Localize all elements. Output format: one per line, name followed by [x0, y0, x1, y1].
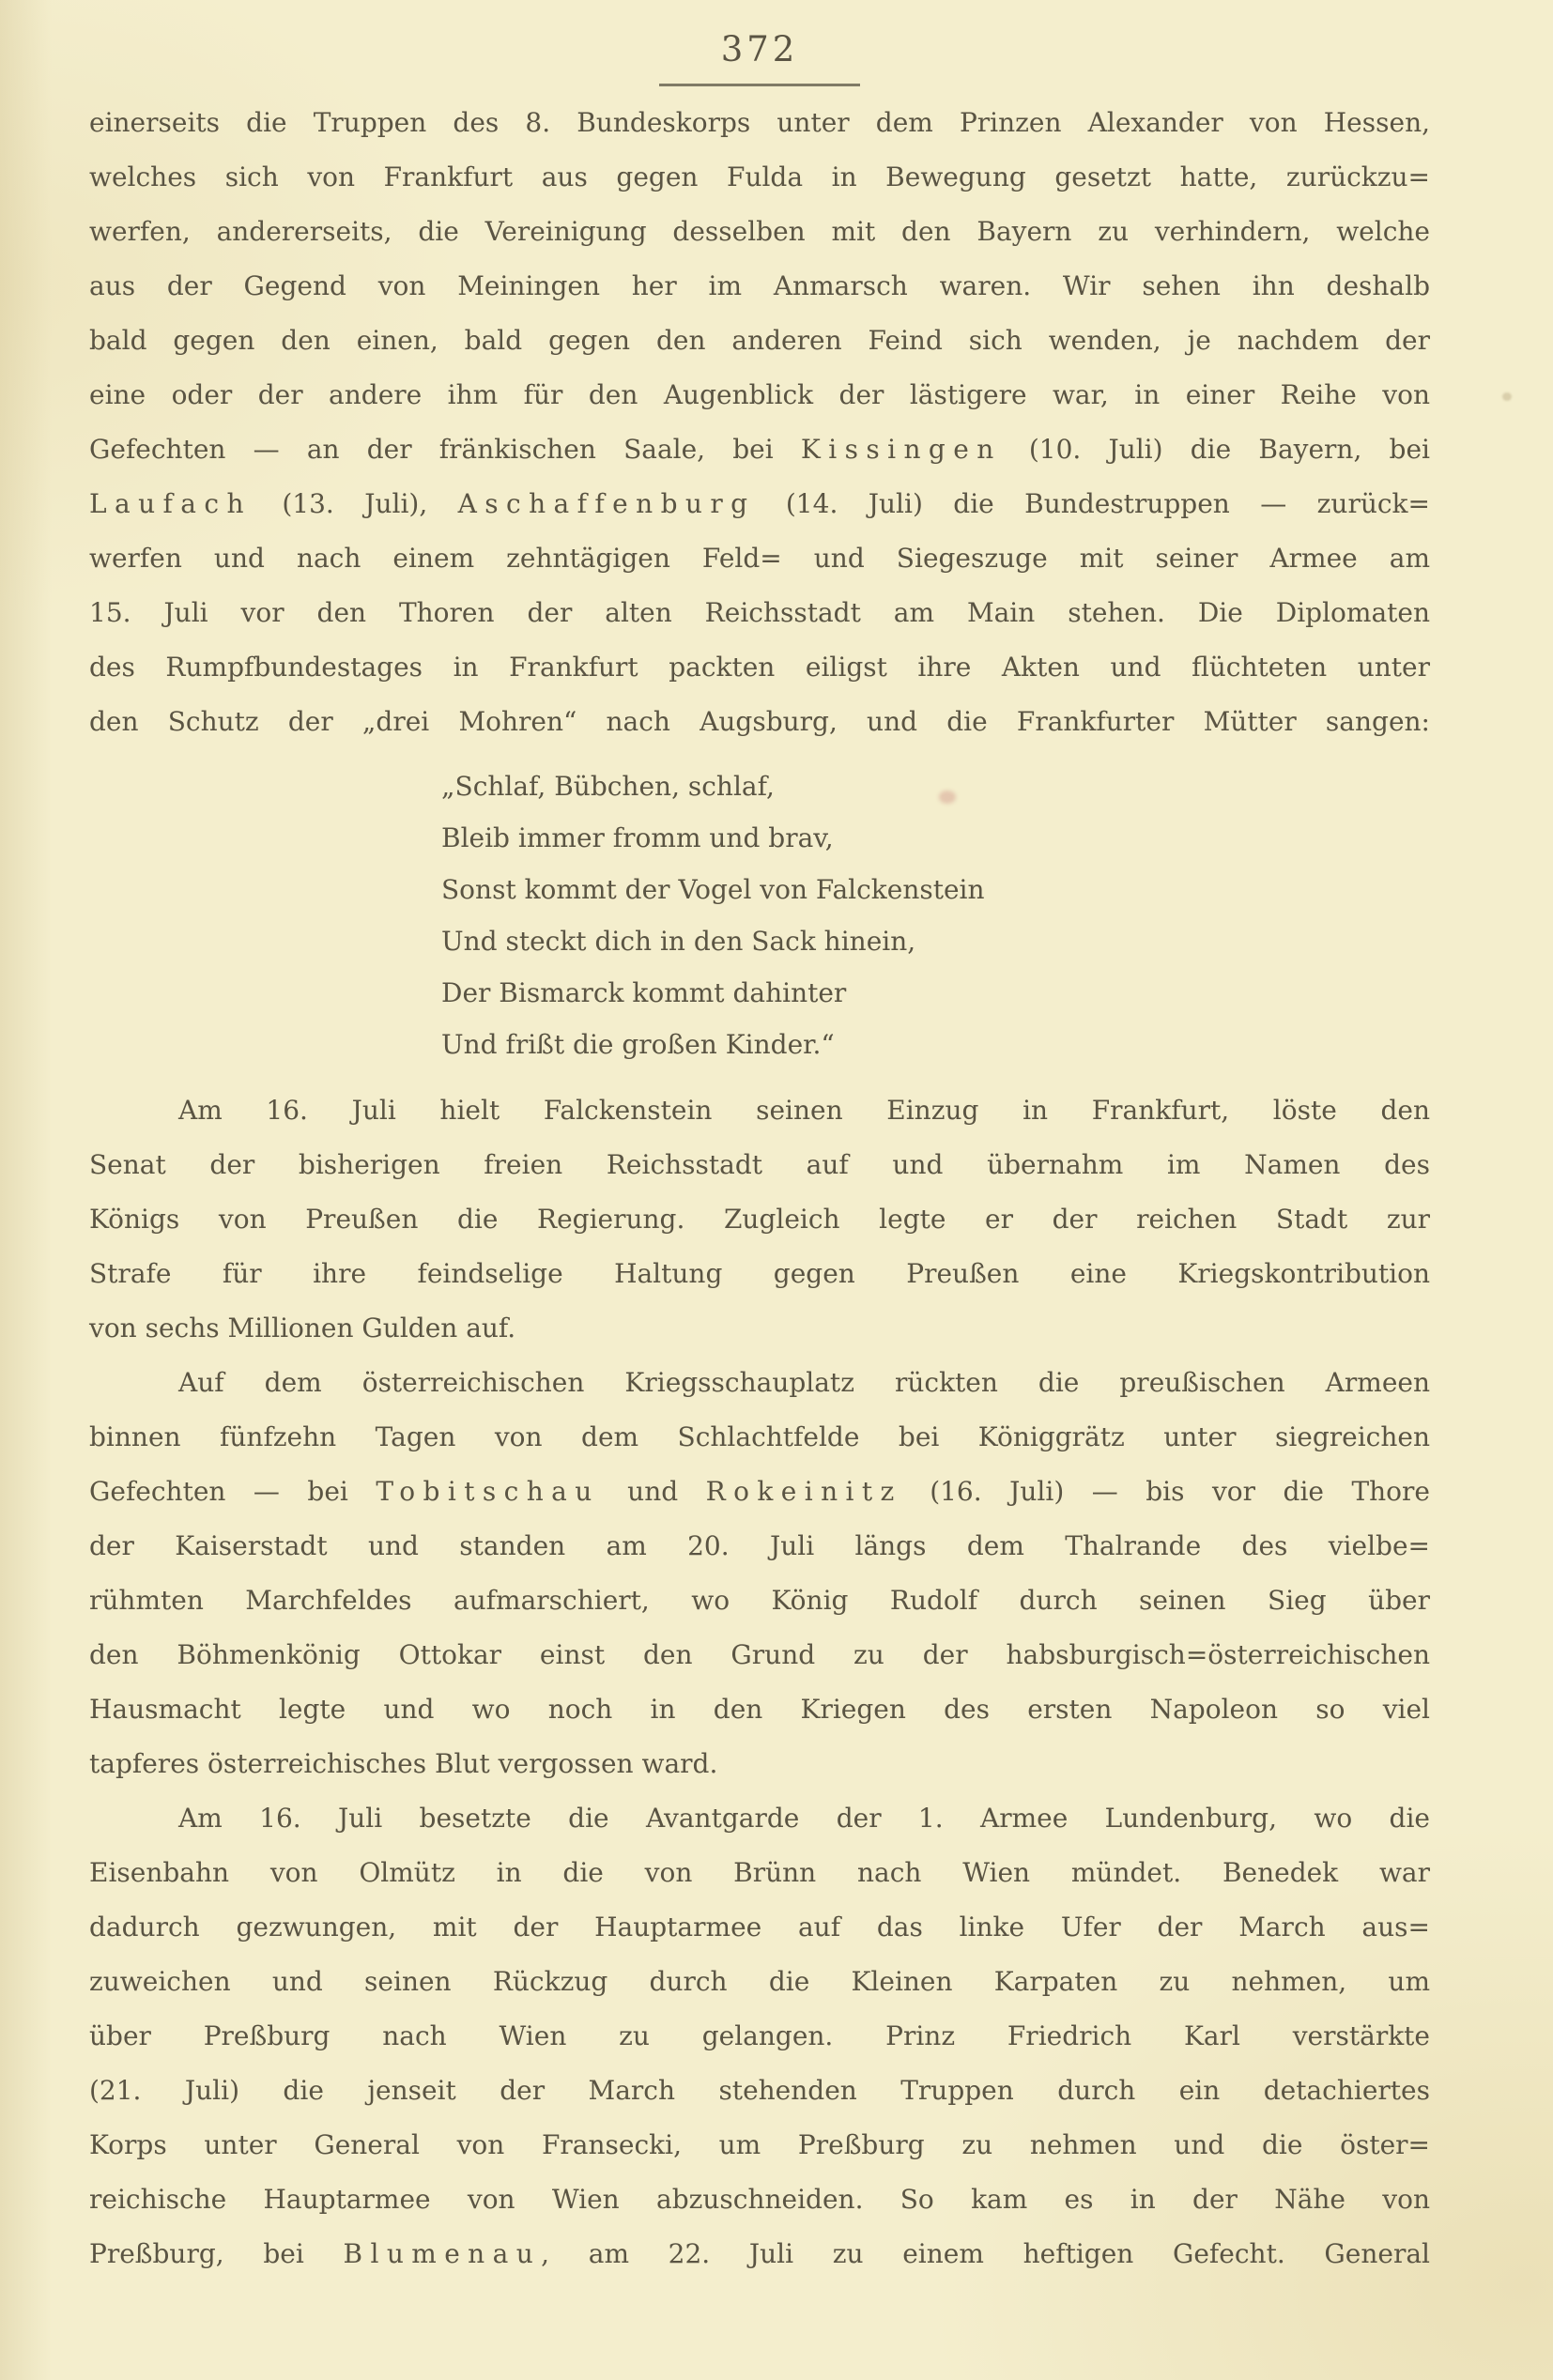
text-segment: Preßburg, bei: [89, 2238, 344, 2269]
text-segment: der Kaiserstadt und standen am 20. Juli längs dem Thalrande des vielbe=: [89, 1530, 1430, 1561]
text-line: [441, 760, 1430, 812]
letterspaced-place-name: Aschaffenburg: [457, 488, 756, 519]
text-line: [89, 1465, 1430, 1519]
text-segment: welches sich von Frankfurt aus gegen Fulda in Bewegung gesetzt hatte, zurückzu=: [89, 161, 1430, 192]
text-segment: Und frißt die großen Kinder.“: [441, 1029, 835, 1060]
text-line: [89, 1791, 1430, 1846]
text-line: [89, 1410, 1430, 1465]
text-line: [89, 531, 1430, 586]
text-segment: (10. Juli) die Bayern, bei: [1001, 434, 1431, 465]
text-segment: den Schutz der „drei Mohren“ nach Augsburg, und die Frankfurter Mütter sangen:: [89, 706, 1430, 737]
text-segment: „Schlaf, Bübchen, schlaf,: [441, 771, 775, 802]
text-segment: werfen, andererseits, die Vereinigung desselben mit den Bayern zu verhindern, welche: [89, 216, 1430, 247]
paragraph: [89, 1083, 1430, 1356]
text-line: [89, 96, 1430, 150]
text-segment: und: [599, 1476, 706, 1507]
text-line: [89, 1356, 1430, 1410]
letterspaced-place-name: Tobitschau: [376, 1476, 600, 1507]
text-line: [89, 368, 1430, 422]
text-segment: 15. Juli vor den Thoren der alten Reichsstadt am Main stehen. Die Diplomaten: [89, 597, 1430, 628]
text-line: [441, 1019, 1430, 1070]
text-line: [89, 1519, 1430, 1574]
text-segment: Bleib immer fromm und brav,: [441, 822, 834, 853]
text-segment: Senat der bisherigen freien Reichsstadt auf und übernahm im Namen des: [89, 1149, 1430, 1180]
text-line: [89, 1628, 1430, 1682]
text-segment: rühmten Marchfeldes aufmarschiert, wo König Rudolf durch seinen Sieg über: [89, 1585, 1430, 1616]
text-line: [89, 1900, 1430, 1955]
text-line: [89, 422, 1430, 477]
text-segment: Und steckt dich in den Sack hinein,: [441, 926, 916, 957]
page-number-rule: [659, 84, 860, 86]
text-segment: Am 16. Juli besetzte die Avantgarde der 1. Armee Lundenburg, wo die: [178, 1803, 1430, 1834]
text-line: [89, 1138, 1430, 1192]
text-segment: Hausmacht legte und wo noch in den Kriegen des ersten Napoleon so viel: [89, 1694, 1430, 1725]
text-segment: Auf dem österreichischen Kriegsschauplatz rückten die preußischen Armeen: [178, 1367, 1430, 1398]
text-segment: den Böhmenkönig Ottokar einst den Grund zu der habsburgisch=österreichischen: [89, 1639, 1430, 1670]
text-line: [89, 640, 1430, 695]
text-line: [89, 205, 1430, 259]
text-segment: binnen fünfzehn Tagen von dem Schlachtfelde bei Königgrätz unter siegreichen: [89, 1421, 1430, 1452]
text-line: [441, 864, 1430, 915]
text-segment: Gefechten — an der fränkischen Saale, bei: [89, 434, 801, 465]
text-line: [441, 967, 1430, 1019]
paper-stain: [1502, 392, 1512, 401]
page-header: [89, 29, 1430, 86]
paragraph: [89, 96, 1430, 749]
text-segment: tapferes österreichisches Blut vergossen ward.: [89, 1748, 718, 1779]
text-segment: einerseits die Truppen des 8. Bundeskorps unter dem Prinzen Alexander von Hessen,: [89, 107, 1430, 138]
text-segment: dadurch gezwungen, mit der Hauptarmee auf das linke Ufer der March aus=: [89, 1912, 1430, 1942]
text-segment: Königs von Preußen die Regierung. Zugleich legte er der reichen Stadt zur: [89, 1204, 1430, 1235]
page-number: 372: [720, 29, 799, 69]
text-line: [89, 2064, 1430, 2118]
text-line: [89, 1192, 1430, 1247]
text-segment: über Preßburg nach Wien zu gelangen. Prinz Friedrich Karl verstärkte: [89, 2020, 1430, 2051]
verse-block: [89, 760, 1430, 1070]
text-line: [89, 2009, 1430, 2064]
text-column: [89, 96, 1430, 2281]
letterspaced-place-name: Kissingen: [800, 434, 1002, 465]
paragraph: [89, 1356, 1430, 1791]
letterspaced-place-name: Rokeinitz: [705, 1476, 902, 1507]
text-line: [89, 586, 1430, 640]
text-segment: Gefechten — bei: [89, 1476, 377, 1507]
text-segment: des Rumpfbundestages in Frankfurt packten eiligst ihre Akten und flüchteten unter: [89, 652, 1430, 683]
text-segment: reichische Hauptarmee von Wien abzuschneiden. So kam es in der Nähe von: [89, 2184, 1430, 2215]
text-line: [89, 1846, 1430, 1900]
text-line: [89, 1737, 1430, 1791]
text-segment: von sechs Millionen Gulden auf.: [89, 1313, 516, 1344]
text-line: [89, 1247, 1430, 1301]
paragraph: [89, 1791, 1430, 2281]
text-segment: , am 22. Juli zu einem heftigen Gefecht. General: [541, 2238, 1430, 2269]
text-line: [89, 695, 1430, 749]
text-segment: Eisenbahn von Olmütz in die von Brünn nach Wien mündet. Benedek war: [89, 1857, 1430, 1888]
text-line: [89, 2118, 1430, 2173]
text-line: [89, 1682, 1430, 1737]
text-line: [89, 259, 1430, 314]
text-segment: Korps unter General von Fransecki, um Preßburg zu nehmen und die öster=: [89, 2129, 1430, 2160]
text-line: [89, 2227, 1430, 2281]
text-segment: eine oder der andere ihm für den Augenblick der lästigere war, in einer Reihe von: [89, 379, 1430, 410]
text-line: [89, 1955, 1430, 2009]
text-line: [89, 314, 1430, 368]
text-segment: werfen und nach einem zehntägigen Feld= und Siegeszuge mit seiner Armee am: [89, 543, 1430, 574]
text-segment: (13. Juli),: [251, 488, 458, 519]
text-line: [441, 915, 1430, 967]
text-line: [89, 150, 1430, 205]
letterspaced-place-name: Laufach: [89, 488, 252, 519]
text-segment: Sonst kommt der Vogel von Falckenstein: [441, 874, 985, 905]
text-line: [441, 812, 1430, 864]
text-line: [89, 477, 1430, 531]
text-segment: Strafe für ihre feindselige Haltung gegen Preußen eine Kriegskontribution: [89, 1258, 1430, 1289]
text-segment: Am 16. Juli hielt Falckenstein seinen Einzug in Frankfurt, löste den: [178, 1095, 1430, 1126]
text-line: [89, 1083, 1430, 1138]
letterspaced-place-name: Blumenau: [343, 2238, 542, 2269]
text-segment: bald gegen den einen, bald gegen den anderen Feind sich wenden, je nachdem der: [89, 325, 1430, 356]
text-segment: zuweichen und seinen Rückzug durch die Kleinen Karpaten zu nehmen, um: [89, 1966, 1430, 1997]
text-segment: (16. Juli) — bis vor die Thore: [901, 1476, 1430, 1507]
text-line: [89, 1574, 1430, 1628]
text-line: [89, 1301, 1430, 1356]
text-segment: aus der Gegend von Meiningen her im Anmarsch waren. Wir sehen ihn deshalb: [89, 270, 1430, 301]
text-segment: (21. Juli) die jenseit der March stehenden Truppen durch ein detachiertes: [89, 2075, 1430, 2106]
text-line: [89, 2173, 1430, 2227]
text-segment: Der Bismarck kommt dahinter: [441, 977, 847, 1008]
text-segment: (14. Juli) die Bundestruppen — zurück=: [755, 488, 1430, 519]
